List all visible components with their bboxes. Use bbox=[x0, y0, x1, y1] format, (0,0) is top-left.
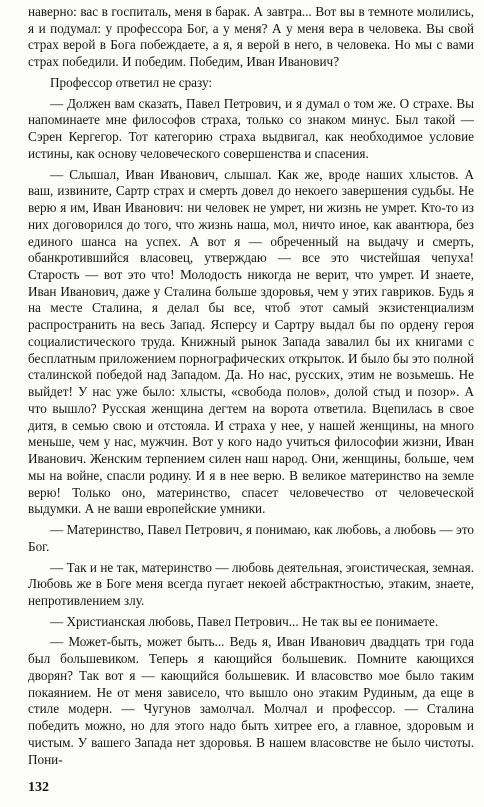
page-text bbox=[28, 4, 474, 772]
paragraph-5: — Материнство, Павел Петрович, я понимаю, как любовь, а любовь — это Бог. bbox=[28, 522, 474, 554]
paragraph-2: Профессор ответил не сразу: bbox=[50, 74, 213, 90]
paragraph-1: наверно: вас в госпиталь, меня в барак. А завтра... Вот вы в темноте молились, я и подумал: у профессора Бог, а у меня? А у меня вера в человека. Вы свой страх верой в Бога побеждаете, а я, я верой в него, в человека. Но мы с вами страх победили. И победим. Победим, Иван Иванович? bbox=[28, 4, 474, 70]
paragraph-3: — Должен вам сказать, Павел Петрович, и я думал о том же. О страхе. Вы напоминаете мне философов страха, только со знаком минус. Был такой — Сэрен Кергегор. Тот категорию страха выдвигал, как необходимое условие истины, как основу человеческого совершенства и спасения. bbox=[28, 95, 474, 161]
paragraph-8: — Может-быть, может быть... Ведь я, Иван Иванович двадцать три года был большевиком. Теперь я кающийся большевик. Помните кающихся дворян? Так вот я — кающийся большевик. И власовство мое было таким покаянием. Не от меня зависело, что вышло оно этаким Рудиным, да еще в стиле модерн. — Чугунов замолчал. Молчал и профессор. — Сталина победить можно, но для этого надо быть хитрее его, а главное, здоровым и чистым. У вашего Запада нет здоровья. В нашем власовстве не было чистоты. Пони- bbox=[28, 634, 474, 767]
paragraph-4: — Слышал, Иван Иванович, слышал. Как же, вроде наших хлыстов. А ваш, извините, Сартр страх и смерть довел до некоего завершения судьбы. Не верю я им, Иван Иванович: ни человек не умрет, ни жизнь не умрет. Кто-то из них договорился до того, что жизнь наша, мол, ничто иное, как авантюра, без единого шанса на успех. А вот я — обреченный на выдачу и смерть, обанкротившийся власовец, утверждаю — все это чистейшая чепуха! Старость — вот это что! Молодость никогда не верит, что умрет. И знаете, Иван Иванович, даже у Сталина больше здоровья, чем у этих гавриков. Будь я на месте Сталина, я делал бы все, чтоб этот самый экзистенциализм распространить на весь Запад. Ясперсу и Сартру выдал бы по ордену героя социалистического труда. Книжный рынок Запада завалил бы их книгами с бесплатным приложением порнографических открыток. И было бы это полной сталинской победой над Западом. Да. Но нас, русских, этим не возьмешь. Не выйдет! У нас уже было: хлысты, «свобода полов», долой стыд и позор». А что вышло? Русская женщина дегтем на ворота ответила. Вцепилась в свое дитя, в семью свою и отстояла. И страха у нее, у нашей женщины, на много меньше, чем у нас, мужчин. Вот у кого надо учиться философии жизни, Иван Иванович. Женским терпением силен наш народ. Они, женщины, больше, чем мы на войне, спасли родину. И я в нее верю. В великое материнство на земле верю! Только оно, материнство, спасет человечество от человеческой выдумки. А не ваши европейские умники. bbox=[28, 166, 474, 517]
page-number: 132 bbox=[28, 780, 49, 795]
paragraph-6: — Так и не так, материнство — любовь деятельная, эгоистическая, земная. Любовь же в Боге меня всегда пугает некоей абстрактностью, этаким, знаете, непротивлением злу. bbox=[28, 559, 474, 608]
paragraph-7: — Христианская любовь, Павел Петрович... Не так вы ее понимаете. bbox=[50, 613, 439, 629]
